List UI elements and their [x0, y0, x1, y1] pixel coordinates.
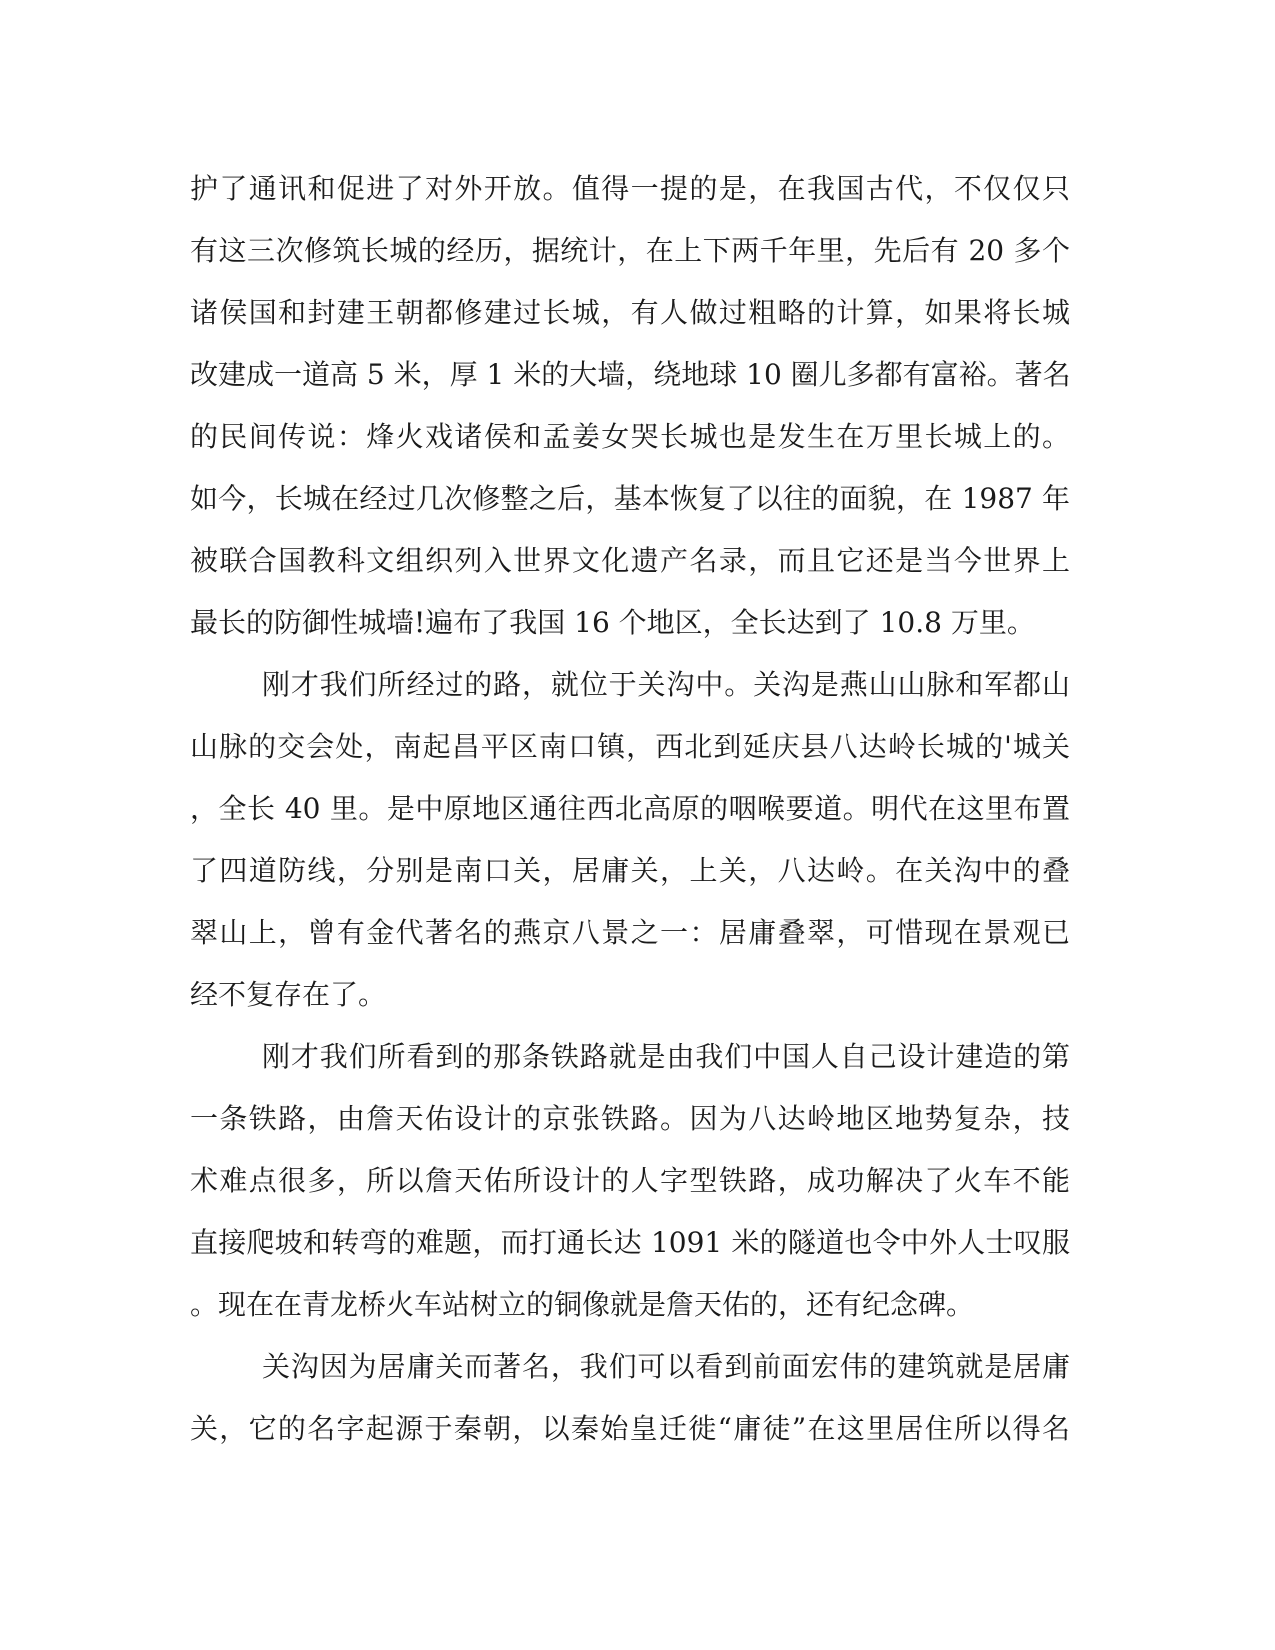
text-line: 翠山上，曾有金代著名的燕京八景之一：居庸叠翠，可惜现在景观已	[190, 916, 1070, 949]
text-line: 一条铁路，由詹天佑设计的京张铁路。因为八达岭地区地势复杂，技	[190, 1102, 1070, 1135]
text-line: ，全长 40 里。是中原地区通往西北高原的咽喉要道。明代在这里布置	[190, 792, 1070, 825]
text-line: 最长的防御性城墙!遍布了我国 16 个地区，全长达到了 10.8 万里。	[190, 606, 1035, 639]
text-line: 诸侯国和封建王朝都修建过长城，有人做过粗略的计算，如果将长城	[190, 296, 1070, 329]
text-line: 护了通讯和促进了对外开放。值得一提的是，在我国古代，不仅仅只	[190, 172, 1070, 205]
text-line: 被联合国教科文组织列入世界文化遗产名录，而且它还是当今世界上	[190, 544, 1070, 577]
paragraph-jingzhang-railway	[190, 1026, 1070, 1336]
paragraph-guangou	[190, 654, 1070, 1026]
text-line: 有这三次修筑长城的经历，据统计，在上下两千年里，先后有 20 多个	[190, 234, 1070, 267]
text-line: 。现在在青龙桥火车站树立的铜像就是詹天佑的，还有纪念碑。	[190, 1288, 975, 1321]
text-line: 术难点很多，所以詹天佑所设计的人字型铁路，成功解决了火车不能	[190, 1164, 1070, 1197]
text-line: 刚才我们所经过的路，就位于关沟中。关沟是燕山山脉和军都山	[262, 668, 1070, 701]
text-line: 山脉的交会处，南起昌平区南口镇，西北到延庆县八达岭长城的'城关	[190, 730, 1070, 763]
text-line: 如今，长城在经过几次修整之后，基本恢复了以往的面貌，在 1987 年	[190, 482, 1070, 515]
text-line: 刚才我们所看到的那条铁路就是由我们中国人自己设计建造的第	[262, 1040, 1070, 1073]
text-line: 的民间传说：烽火戏诸侯和孟姜女哭长城也是发生在万里长城上的。	[190, 420, 1070, 453]
text-line: 关，它的名字起源于秦朝，以秦始皇迁徙“庸徒”在这里居住所以得名	[190, 1412, 1070, 1445]
paragraph-great-wall-history	[190, 158, 1070, 654]
text-line: 关沟因为居庸关而著名，我们可以看到前面宏伟的建筑就是居庸	[262, 1350, 1070, 1383]
text-line: 直接爬坡和转弯的难题，而打通长达 1091 米的隧道也令中外人士叹服	[190, 1226, 1070, 1259]
body-text	[190, 158, 1070, 1460]
text-line: 经不复存在了。	[190, 978, 387, 1011]
paragraph-juyongguan	[190, 1336, 1070, 1460]
text-line: 改建成一道高 5 米，厚 1 米的大墙，绕地球 10 圈儿多都有富裕。著名	[190, 358, 1071, 391]
text-line: 了四道防线，分别是南口关，居庸关，上关，八达岭。在关沟中的叠	[190, 854, 1070, 887]
